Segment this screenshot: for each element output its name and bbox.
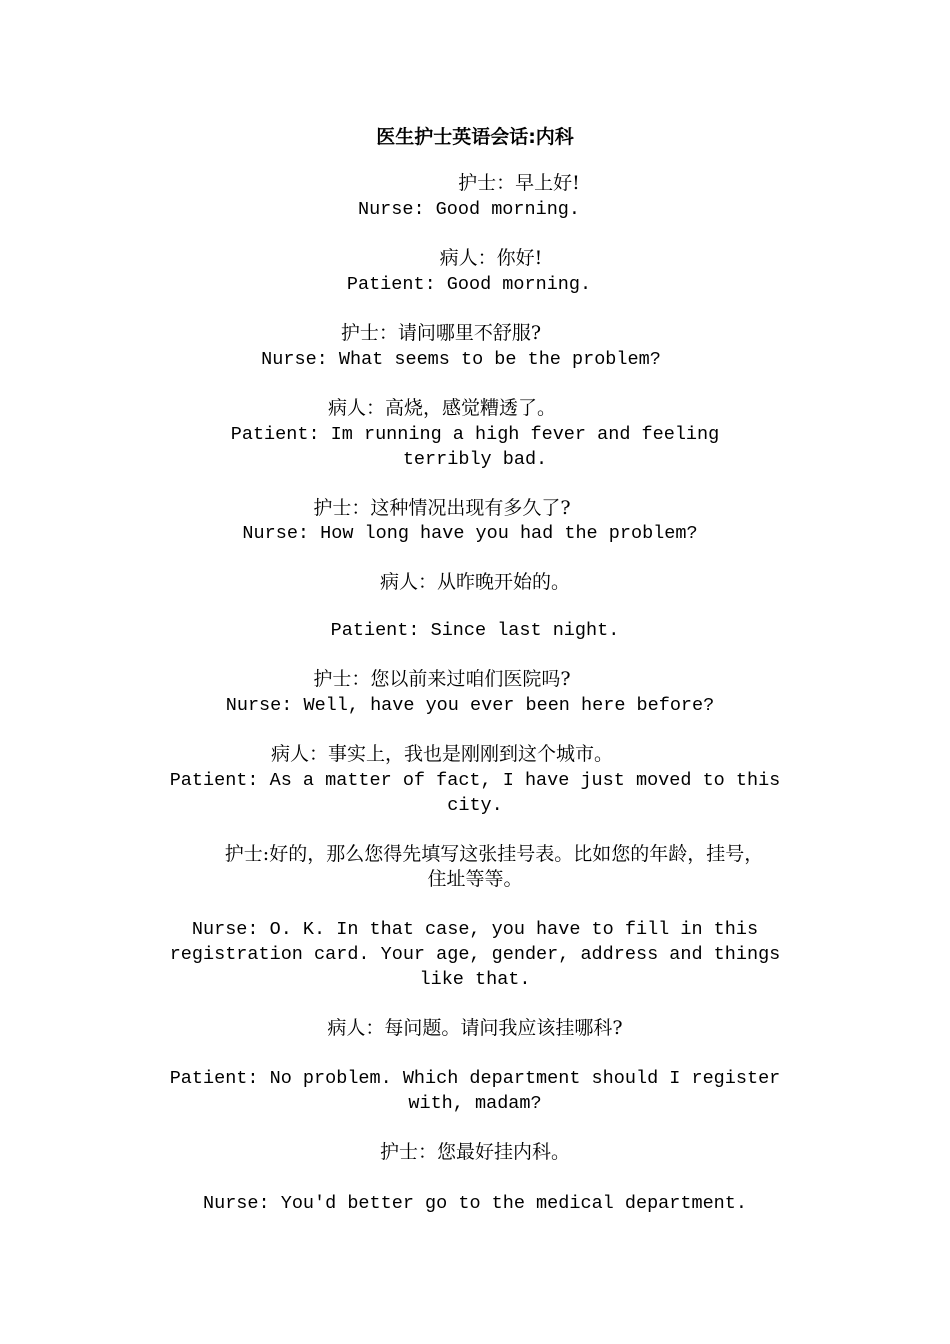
nurse-line-zh-cont: 住址等等。	[427, 868, 523, 890]
patient-line-zh: 病人：从昨晚开始的。	[379, 571, 570, 593]
nurse-line-zh: 护士：早上好!	[458, 172, 580, 194]
patient-line-zh: 病人：事实上，我也是刚刚到这个城市。	[270, 743, 613, 765]
patient-line-en-cont: with, madam?	[408, 1093, 542, 1114]
nurse-line-zh: 护士：这种情况出现有多久了?	[313, 497, 571, 519]
nurse-line-zh: 护士：您最好挂内科。	[379, 1141, 570, 1163]
document-page	[150, 0, 800, 1344]
patient-line-zh: 病人：你好!	[439, 247, 543, 269]
patient-line-en: Patient: Im running a high fever and feeling	[230, 424, 720, 445]
nurse-line-zh: 护士：您以前来过咱们医院吗?	[313, 668, 571, 690]
patient-line-en: Patient: As a matter of fact, I have just moved to this	[169, 770, 781, 791]
nurse-line-en: Nurse: How long have you had the problem?	[242, 523, 698, 544]
nurse-line-en: Nurse: Well, have you ever been here before?	[225, 695, 715, 716]
nurse-line-en: Nurse: Good morning.	[357, 199, 581, 220]
patient-line-zh: 病人：每问题。请问我应该挂哪科?	[327, 1017, 623, 1039]
nurse-line-en-cont: like that.	[419, 969, 531, 990]
patient-line-zh: 病人：高烧，感觉糟透了。	[327, 397, 556, 419]
nurse-line-en: Nurse: You'd better go to the medical department.	[203, 1193, 747, 1214]
nurse-line-zh: 护士:好的，那么您得先填写这张挂号表。比如您的年龄，挂号，	[224, 843, 764, 865]
nurse-line-en: Nurse: O. K. In that case, you have to fill in this	[191, 919, 759, 940]
patient-line-en: Patient: Since last night.	[330, 620, 620, 641]
patient-line-en-cont: city.	[447, 795, 503, 816]
nurse-line-zh: 护士：请问哪里不舒服?	[340, 322, 542, 344]
patient-line-en: Patient: No problem. Which department should I register	[169, 1068, 781, 1089]
patient-line-en: Patient: Good morning.	[346, 274, 592, 295]
patient-line-en-cont: terribly bad.	[402, 449, 548, 470]
document-title: 医生护士英语会话:内科	[376, 126, 574, 148]
nurse-line-en: Nurse: What seems to be the problem?	[261, 349, 661, 370]
nurse-line-en-cont: registration card. Your age, gender, address and things	[169, 944, 781, 965]
